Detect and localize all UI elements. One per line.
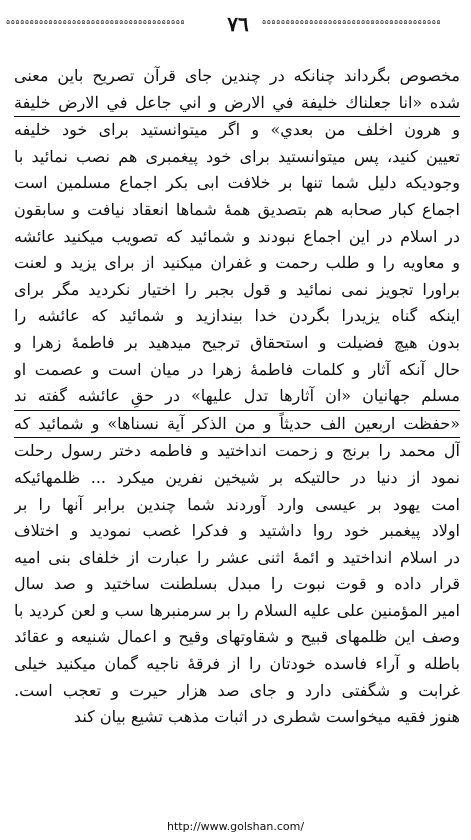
text-line: باطله و آراء فاسده خودتان را از فرقهٔ ناجیه گمان میکنید خیلی [14, 654, 460, 674]
text-line: تعیین کنید، پس میتوانستید برای خود پیغمبری هم نصب نمائید با [14, 146, 460, 166]
text-line: در اسلام انداختید و ائمهٔ اثنی عشر را عبارت از خلفای بنی امیه [14, 547, 460, 567]
text-line: آل محمد را برنج و زحمت انداختید و فاطمه دختر رسول رحلت [14, 441, 460, 461]
text-line: و هرون اخلف من بعدي» و اگر میتوانستید برای خود خلیفه [14, 120, 460, 140]
page-header [0, 0, 471, 38]
text-line: بدون هیچ فضیلت و استحقاق ترجیح میدهید بر فاطمهٔ زهرا و [14, 332, 460, 352]
header-ornament-right: ɷɷɷɷɷɷɷɷɷɷɷɷɷɷɷɷɷɷɷɷɷɷɷɷɷɷɷɷɷɷɷɷɷɷɷɷɷɷ [262, 18, 442, 26]
text-line: نمود از دنیا در حالتیکه بر شیخین نفرین میکرد ... ظلمهائیکه [14, 467, 460, 487]
text-line: در اسلام در این اجماع نبودند و شمائید که تصویب میکنید عائشه [14, 226, 460, 246]
text-line: اینکه گناه یزیدرا بگردن خدا بیندازید و شمائید که عائشه را [14, 306, 460, 326]
text-line: براورا تجویز نمی نمائید و قول بجبر را اختیار نکردید مگر برای [14, 279, 460, 299]
footer-url: http://www.golshan.com/ [166, 820, 305, 833]
text-line: هنوز فقیه میخواست شطری در اثبات مذهب تشیع بیان کند [73, 707, 460, 727]
text-line: قرار داده و قوت نبوت را مبدل بسلطنت ساختید و صد سال [14, 574, 460, 594]
text-line: اولاد پیغمبر خود روا داشتید و فدکرا غصب نمودید و اختلاف [14, 521, 460, 541]
text-line: شده «انا جعلناك خليفة في الارض و اني جاعل في الارض خليفة [14, 90, 460, 118]
header-ornament-left: ɷɷɷɷɷɷɷɷɷɷɷɷɷɷɷɷɷɷɷɷɷɷɷɷɷɷɷɷɷɷɷɷɷɷɷɷɷɷ [6, 18, 186, 26]
text-line: اجماع کبار صحابه هم بتصدیق همهٔ شماها انعقاد نیافت و سابقون [14, 199, 460, 219]
text-line: مسلم جهانیان «ان آثارها تدل عليها» در حقِ عائشه گفته ند [14, 383, 460, 411]
text-line: حال آنکه آثار و کلمات فاطمهٔ زهرا در میان است و عصمت او [14, 359, 460, 379]
text-line: وصف این ظلمهای قبیح و شقاوتهای وقیح و اعمال شنیعه و عقائد [14, 627, 460, 647]
text-line: غرابت و شگفتی دارد و جای صد هزار حیرت و تعجب است. [14, 680, 460, 700]
text-line: امت یهود بر عیسی وارد آوردند شما چندین برابر آنها را بر [14, 494, 460, 514]
body-text [14, 63, 460, 731]
page-number: ٧٦ [227, 12, 249, 36]
text-line: «حفظت اربعين الف حديثاً و من الذكر آية نسناها» و شمائید که [14, 411, 460, 439]
text-line: و معاویه را و طلب رحمت و غفران میکنید از برای یزید و لعنت [14, 253, 460, 273]
text-line: وجودیکه دلیل شما تنها بر خلافت ابی بکر اجماع مسلمین است [14, 173, 460, 193]
text-line: مخصوص بگرداند چنانکه در چندین جای قرآن تصریح باین معنی [14, 66, 460, 85]
text-line: امير المؤمنين علی عليه السلام را بر سرمنبرها سب و لعن کردید با [14, 600, 460, 620]
